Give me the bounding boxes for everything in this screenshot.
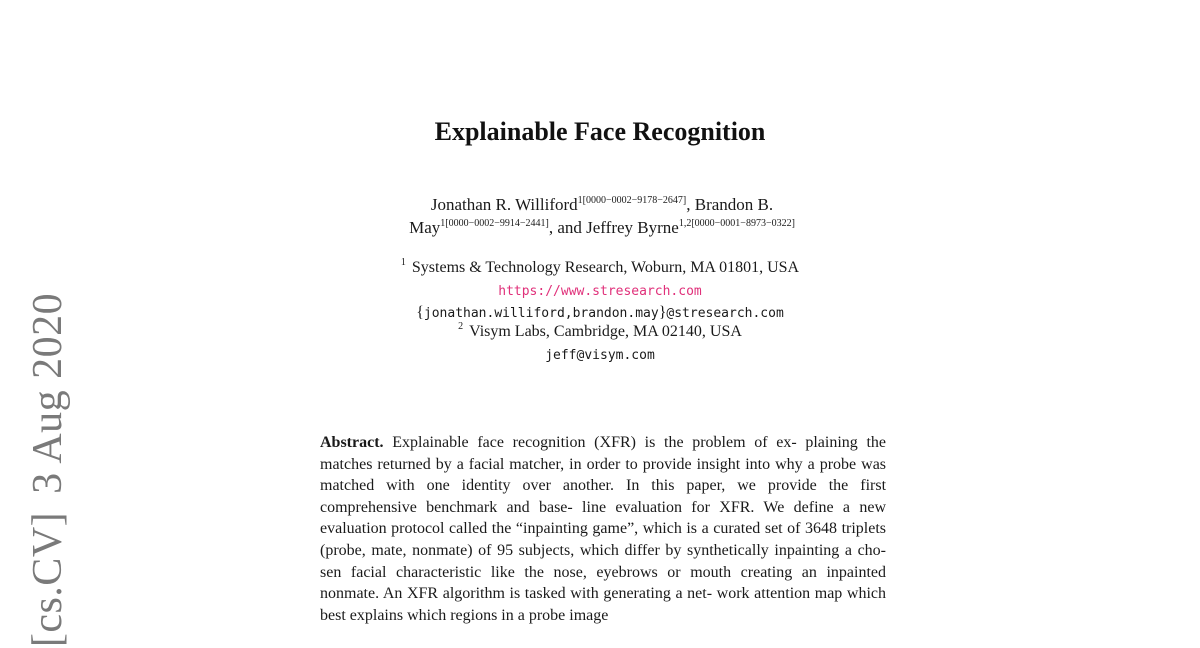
affiliation-mark: 1: [400, 257, 406, 268]
abstract-line: work attention map which best explains which regions in a probe image: [320, 585, 887, 624]
abstract-line: “inpainting game”, which is a curated set of 3648 triplets (probe, mate,: [320, 520, 887, 559]
affiliation-mark: 2: [458, 321, 464, 332]
abstract-line: Explainable face recognition (XFR) is the problem of ex-: [392, 434, 797, 451]
abstract-line: nonmate) of 95 subjects, which differ by synthetically inpainting a cho-: [412, 541, 887, 559]
abstract-line: insight into why a probe was matched with one identity over another.: [320, 455, 887, 495]
abstract-line: inpainted nonmate. An XFR algorithm is tasked with generating a net-: [320, 563, 886, 603]
author-list: [300, 193, 904, 239]
arxiv-side-stamp: [24, 293, 72, 647]
author-name: May: [409, 218, 441, 237]
affiliation-2-email: jeff@visym.com: [545, 348, 655, 363]
author-name: Jonathan R. Williford: [430, 195, 578, 214]
affiliation-2: [0, 323, 1200, 341]
affiliation-1-emails: {jonathan.williford,brandon.may}@stresearch.com: [416, 304, 784, 321]
affiliation-text: Visym Labs, Cambridge, MA 02140, USA: [469, 323, 742, 340]
arxiv-date: 3 Aug 2020: [25, 292, 71, 494]
abstract-label: Abstract.: [320, 434, 384, 451]
author-separator: , and Jeffrey Byrne: [548, 218, 679, 237]
author-line-1: [300, 193, 904, 216]
paper-title: Explainable Face Recognition: [434, 117, 766, 146]
abstract-line: sen facial characteristic like the nose, eyebrows or mouth creating an: [320, 563, 817, 581]
abstract-line: plaining the matches returned by a facial matcher, in order to provide: [320, 434, 887, 473]
abstract-line: In this paper, we provide the first comprehensive benchmark and base-: [320, 477, 887, 516]
email-domain: @stresearch.com: [666, 306, 784, 321]
author-orcid: 1[0000−0002−9178−2647]: [577, 195, 687, 206]
affiliation-1-url[interactable]: https://www.stresearch.com: [498, 284, 702, 299]
abstract-line: line evaluation for XFR. We define a new evaluation protocol called the: [320, 498, 887, 538]
abstract: [320, 432, 886, 626]
email-users: jonathan.williford,brandon.may: [423, 306, 659, 321]
author-separator: , Brandon B.: [686, 195, 774, 214]
author-line-2: [300, 216, 904, 239]
affiliation-1: [0, 259, 1200, 277]
author-orcid: 1[0000−0002−9914−2441]: [440, 218, 549, 229]
arxiv-category: [cs.CV]: [25, 511, 71, 648]
author-orcid: 1,2[0000−0001−8973−0322]: [678, 218, 795, 229]
affiliation-text: Systems & Technology Research, Woburn, MA 01801, USA: [411, 259, 800, 276]
